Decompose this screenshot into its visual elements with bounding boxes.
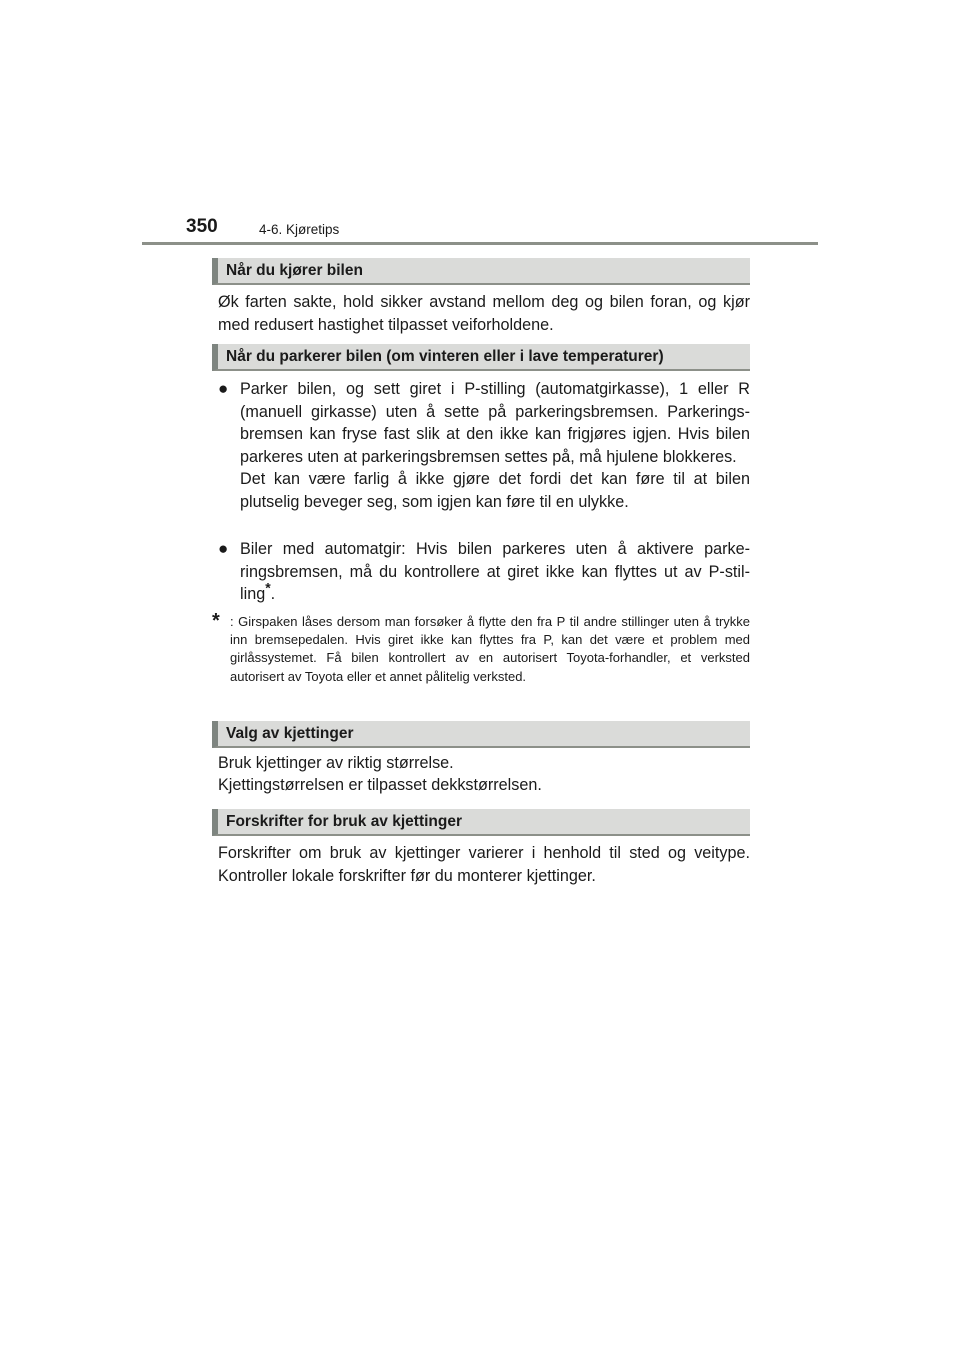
- bullet-text: Biler med automatgir: Hvis bilen parkeres uten å aktivere parkeringsbremsen, må du kontrollere at giret ikke kan flyttes ut av P-stilling: [240, 540, 750, 603]
- footnote-mark: *: [265, 579, 271, 596]
- section-heading-regulations: Forskrifter for bruk av kjettinger: [212, 809, 750, 836]
- section-text-chains-line1: Bruk kjettinger av riktig størrelse.: [218, 754, 454, 772]
- footnote-star: *: [212, 610, 220, 632]
- bullet-item-parking-brake: [218, 378, 750, 513]
- bullet-item-automatic: [218, 538, 750, 606]
- breadcrumb: 4-6. Kjøretips: [259, 222, 340, 237]
- footnote-text: : Girspaken låses dersom man forsøker å flytte den fra P til andre stillinger uten å trykke inn bremsepedalen. Hvis giret ikke kan flyttes fra P, kan det være et problem med girlåssystemet. Få bilen kontrollert av en autorisert Toyota-forhandler, et verksted autorisert av Toyota eller et annet pålitelig verksted.: [230, 614, 750, 684]
- section-text-chains-line2: Kjettingstørrelsen er tilpasset dekkstørrelsen.: [218, 776, 542, 794]
- section-heading-parking: Når du parkerer bilen (om vinteren eller i lave temperaturer): [212, 344, 750, 371]
- bullet-text-continued: Det kan være farlig å ikke gjøre det fordi det kan føre til at bilen plutselig beveger seg, som igjen kan føre til en ulykke.: [240, 470, 750, 511]
- bullet-icon: ●: [218, 539, 229, 558]
- section-text-regulations: Forskrifter om bruk av kjettinger varierer i henhold til sted og veitype. Kontroller lokale forskrifter før du monterer kjettinger.: [218, 844, 750, 885]
- bullet-icon: ●: [218, 379, 229, 398]
- section-heading-driving: Når du kjører bilen: [212, 258, 750, 285]
- section-heading-chains: Valg av kjettinger: [212, 721, 750, 748]
- footnote: [212, 610, 750, 686]
- header-rule: [142, 242, 818, 245]
- page-number: 350: [186, 216, 218, 237]
- section-text-driving: Øk farten sakte, hold sikker avstand mellom deg og bilen foran, og kjør med redusert hastighet tilpasset veiforholdene.: [218, 293, 750, 334]
- bullet-text: Parker bilen, og sett giret i P-stilling (automatgirkasse), 1 eller R (manuell girkasse) uten å sette på parkeringsbremsen. Parkeringsbremsen kan fryse fast slik at den ikke kan frigjøres igjen. Hvis bilen parkeres uten at parkeringsbremsen settes på, må hjulene blokkeres.: [240, 380, 750, 466]
- bullet-text-end: .: [270, 585, 276, 603]
